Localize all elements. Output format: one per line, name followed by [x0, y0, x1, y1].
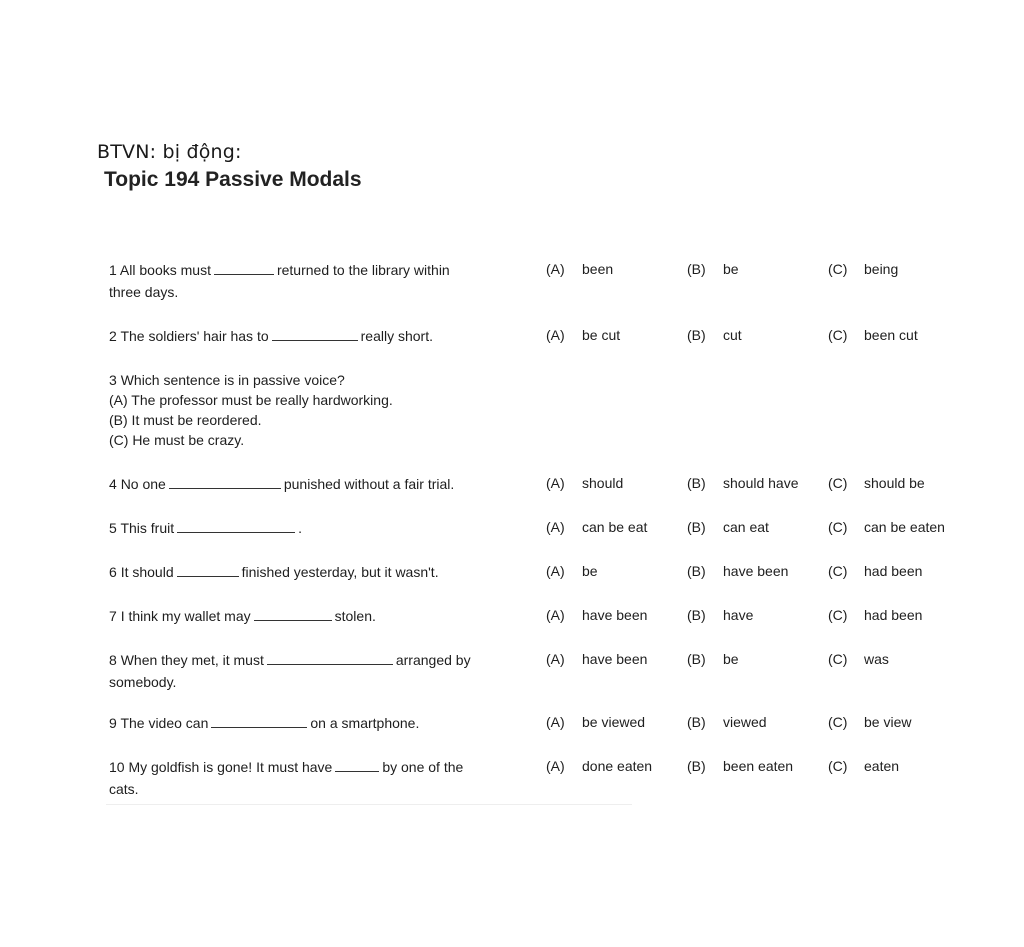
- option-text: have been: [723, 563, 789, 579]
- option-letter: (C): [828, 607, 848, 623]
- question-text-after: punished without a fair trial.: [283, 476, 455, 492]
- question-3-choice-b[interactable]: (B) It must be reordered.: [109, 412, 262, 428]
- option-text: be view: [864, 714, 912, 730]
- option-letter: (A): [546, 714, 565, 730]
- question-1: [109, 259, 519, 303]
- question-number: 7: [109, 608, 117, 624]
- option-b[interactable]: [687, 472, 799, 494]
- answer-blank: [254, 606, 332, 621]
- answer-blank: [335, 757, 379, 772]
- option-text: should be: [864, 475, 925, 491]
- question-3-choice-a[interactable]: (A) The professor must be really hardworking.: [109, 392, 393, 408]
- option-text: was: [864, 651, 889, 667]
- question-text-before: It should: [120, 564, 174, 580]
- option-b[interactable]: [687, 258, 739, 280]
- homework-heading: BTVN: bị động:: [97, 141, 242, 163]
- option-c[interactable]: [828, 648, 889, 670]
- option-text: be: [582, 563, 598, 579]
- option-text: have been: [582, 651, 648, 667]
- option-text: should: [582, 475, 624, 491]
- option-letter: (C): [828, 651, 848, 667]
- question-number: 4: [109, 476, 117, 492]
- question-7: [109, 605, 519, 627]
- question-number: 10: [109, 759, 125, 775]
- question-number: 1: [109, 262, 117, 278]
- option-letter: (C): [828, 563, 848, 579]
- option-text: be: [723, 261, 739, 277]
- option-a[interactable]: [546, 604, 647, 626]
- option-b[interactable]: [687, 324, 742, 346]
- question-9: [109, 712, 519, 734]
- option-b[interactable]: [687, 516, 769, 538]
- question-text-before: When they met, it must: [120, 652, 264, 668]
- question-10: [109, 756, 519, 800]
- option-letter: (A): [546, 607, 565, 623]
- option-a[interactable]: [546, 560, 598, 582]
- option-letter: (B): [687, 563, 706, 579]
- question-5: [109, 517, 519, 539]
- option-text: be viewed: [582, 714, 646, 730]
- question-3: [109, 370, 345, 390]
- question-3-choice-c[interactable]: (C) He must be crazy.: [109, 432, 245, 448]
- option-letter: (A): [546, 475, 565, 491]
- question-2: [109, 325, 519, 347]
- option-letter: (B): [687, 714, 706, 730]
- answer-blank: [177, 518, 295, 533]
- option-letter: (B): [687, 758, 706, 774]
- question-number: 5: [109, 520, 117, 536]
- answer-blank: [169, 474, 281, 489]
- option-letter: (C): [828, 327, 848, 343]
- option-b[interactable]: [687, 604, 753, 626]
- option-a[interactable]: [546, 472, 623, 494]
- option-text: eaten: [864, 758, 900, 774]
- option-letter: (C): [828, 475, 848, 491]
- option-a[interactable]: [546, 755, 652, 777]
- option-letter: (A): [546, 261, 565, 277]
- question-text-continued: cats.: [109, 781, 139, 797]
- option-letter: (B): [687, 607, 706, 623]
- answer-blank: [177, 562, 239, 577]
- question-text-before: The soldiers' hair has to: [120, 328, 269, 344]
- question-text-after: returned to the library within: [276, 262, 450, 278]
- option-a[interactable]: [546, 516, 647, 538]
- option-b[interactable]: [687, 648, 739, 670]
- option-letter: (B): [687, 475, 706, 491]
- option-letter: (B): [687, 327, 706, 343]
- option-c[interactable]: [828, 560, 922, 582]
- question-text: Which sentence is in passive voice?: [120, 372, 345, 388]
- option-text: done eaten: [582, 758, 653, 774]
- question-text-before: The video can: [120, 715, 209, 731]
- answer-blank: [211, 713, 307, 728]
- question-text-after: by one of the: [382, 759, 464, 775]
- question-text-after: finished yesterday, but it wasn't.: [241, 564, 439, 580]
- option-letter: (A): [546, 519, 565, 535]
- question-text-after: stolen.: [334, 608, 376, 624]
- option-text: cut: [723, 327, 742, 343]
- option-c[interactable]: [828, 516, 945, 538]
- option-letter: (B): [687, 261, 706, 277]
- question-number: 2: [109, 328, 117, 344]
- option-letter: (C): [828, 714, 848, 730]
- option-text: have: [723, 607, 754, 623]
- option-letter: (C): [828, 261, 848, 277]
- answer-blank: [272, 326, 358, 341]
- option-letter: (A): [546, 758, 565, 774]
- option-text: have been: [582, 607, 648, 623]
- option-b[interactable]: [687, 711, 767, 733]
- option-a[interactable]: [546, 324, 620, 346]
- option-text: had been: [864, 563, 923, 579]
- option-text: should have: [723, 475, 799, 491]
- question-4: [109, 473, 519, 495]
- option-c[interactable]: [828, 324, 918, 346]
- question-text-before: I think my wallet may: [120, 608, 251, 624]
- option-letter: (C): [828, 758, 848, 774]
- option-text: can be eat: [582, 519, 648, 535]
- option-letter: (C): [828, 519, 848, 535]
- option-letter: (A): [546, 563, 565, 579]
- question-6: [109, 561, 519, 583]
- option-text: be: [723, 651, 739, 667]
- option-text: can be eaten: [864, 519, 945, 535]
- option-letter: (A): [546, 327, 565, 343]
- option-letter: (B): [687, 651, 706, 667]
- question-8: [109, 649, 519, 693]
- option-letter: (B): [687, 519, 706, 535]
- option-c[interactable]: [828, 258, 898, 280]
- option-c[interactable]: [828, 604, 922, 626]
- option-text: viewed: [723, 714, 767, 730]
- option-text: been eaten: [723, 758, 794, 774]
- option-c[interactable]: [828, 472, 925, 494]
- option-a[interactable]: [546, 711, 645, 733]
- question-number: 8: [109, 652, 117, 668]
- option-letter: (A): [546, 651, 565, 667]
- question-text-after: really short.: [360, 328, 433, 344]
- question-number: 6: [109, 564, 117, 580]
- bottom-divider: [106, 804, 632, 805]
- option-c[interactable]: [828, 711, 911, 733]
- option-c[interactable]: [828, 755, 899, 777]
- option-text: had been: [864, 607, 923, 623]
- question-text-after: on a smartphone.: [310, 715, 420, 731]
- option-a[interactable]: [546, 258, 613, 280]
- option-text: been: [582, 261, 614, 277]
- question-text-continued: three days.: [109, 284, 179, 300]
- option-text: being: [864, 261, 899, 277]
- question-text-after: arranged by: [395, 652, 471, 668]
- option-text: can eat: [723, 519, 769, 535]
- answer-blank: [267, 650, 393, 665]
- question-text-continued: somebody.: [109, 674, 177, 690]
- question-text-before: This fruit: [120, 520, 175, 536]
- option-b[interactable]: [687, 560, 788, 582]
- question-number: 9: [109, 715, 117, 731]
- answer-blank: [214, 260, 274, 275]
- question-number: 3: [109, 372, 117, 388]
- question-text-after: .: [298, 520, 303, 536]
- topic-title: Topic 194 Passive Modals: [104, 168, 362, 191]
- option-a[interactable]: [546, 648, 647, 670]
- option-b[interactable]: [687, 755, 793, 777]
- question-text-before: No one: [120, 476, 166, 492]
- option-text: been cut: [864, 327, 918, 343]
- question-text-before: All books must: [119, 262, 211, 278]
- question-text-before: My goldfish is gone! It must have: [128, 759, 333, 775]
- option-text: be cut: [582, 327, 621, 343]
